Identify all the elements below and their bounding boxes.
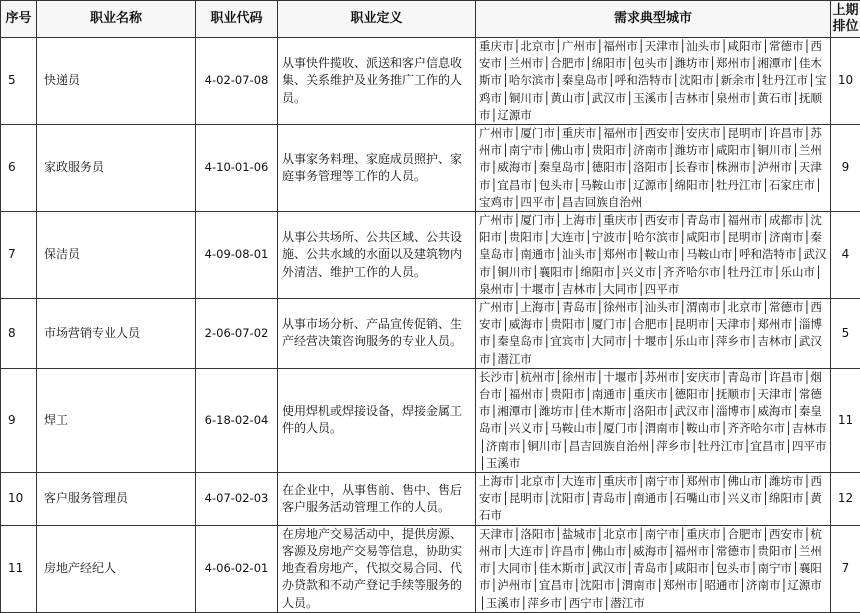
row-definition: 从事公共场所、公共区域、公共设施、公共水域的水面以及建筑物内外清洁、维护工作的人员。 (278, 212, 476, 299)
row-last-rank: 11 (831, 368, 860, 472)
table-row (1, 125, 860, 212)
row-cities: 重庆市│北京市│广州市│福州市│天津市│汕头市│咸阳市│常德市│西安市│兰州市│合肥市│绵阳市│包头市│潍坊市│郑州市│湘潭市│佳木斯市│哈尔滨市│秦皇岛市│呼和浩特市│沈阳市│新余市│牡丹江市│宝鸡市│铜川市│黄山市│武汉市│玉溪市│吉林市│泉州市│黄石市│抚顺市│辽源市 (476, 38, 831, 125)
row-definition: 从事快件揽收、派送和客户信息收集、关系维护及业务推广工作的人员。 (278, 38, 476, 125)
row-cities: 天津市│洛阳市│盐城市│北京市│南宁市│重庆市│合肥市│西安市│杭州市│大连市│许昌市│佛山市│威海市│福州市│常德市│贵阳市│兰州市│大同市│佳木斯市│武汉市│青岛市│咸阳市│包头市│南宁市│襄阳市│泸州市│宜昌市│沈阳市│渭南市│郑州市│昭通市│济南市│辽源市│玉溪市│萍乡市│西宁市│潜江市 (476, 525, 831, 612)
row-definition: 在房地产交易活动中，提供房源、客源及房地产交易等信息，协助实地查看房地产，代拟交易合同、代办贷款和不动产登记手续等服务的人员。 (278, 525, 476, 612)
row-occupation-name: 焊工 (37, 368, 196, 472)
row-seq: 7 (1, 212, 37, 299)
row-seq: 8 (1, 299, 37, 369)
row-occupation-name: 客户服务管理员 (37, 473, 196, 526)
row-last-rank: 5 (831, 299, 860, 369)
row-seq: 10 (1, 473, 37, 526)
row-occupation-name: 保洁员 (37, 212, 196, 299)
row-definition: 在企业中，从事售前、售中、售后客户服务活动管理工作的人员。 (278, 473, 476, 526)
table-row (1, 473, 860, 526)
row-occupation-code: 4-07-02-03 (196, 473, 278, 526)
table-row (1, 525, 860, 612)
row-occupation-name: 房地产经纪人 (37, 525, 196, 612)
row-occupation-name: 市场营销专业人员 (37, 299, 196, 369)
row-seq: 5 (1, 38, 37, 125)
row-occupation-name: 家政服务员 (37, 125, 196, 212)
header-occupation-name: 职业名称 (37, 1, 196, 38)
row-cities: 上海市│北京市│大连市│重庆市│南宁市│郑州市│佛山市│潍坊市│西安市│昆明市│沈阳市│青岛市│南通市│石嘴山市│兴义市│绵阳市│黄石市 (476, 473, 831, 526)
row-seq: 9 (1, 368, 37, 472)
row-cities: 广州市│厦门市│上海市│重庆市│西安市│青岛市│福州市│成都市│沈阳市│贵阳市│大连市│宁波市│哈尔滨市│咸阳市│昆明市│济南市│秦皇岛市│南通市│汕头市│郑州市│鞍山市│马鞍山市│呼和浩特市│武汉市│铜川市│襄阳市│绵阳市│兴义市│齐齐哈尔市│牡丹江市│乐山市│泉州市│十堰市│吉林市│大同市│四平市 (476, 212, 831, 299)
row-occupation-code: 4-06-02-01 (196, 525, 278, 612)
table-row (1, 299, 860, 369)
row-definition: 使用焊机或焊接设备，焊接金属工件的人员。 (278, 368, 476, 472)
table-row (1, 38, 860, 125)
header-occupation-definition: 职业定义 (278, 1, 476, 38)
row-last-rank: 10 (831, 38, 860, 125)
row-occupation-code: 4-09-08-01 (196, 212, 278, 299)
row-seq: 11 (1, 525, 37, 612)
header-seq: 序号 (1, 1, 37, 38)
row-cities: 广州市│上海市│青岛市│徐州市│汕头市│渭南市│北京市│常德市│西安市│威海市│贵阳市│厦门市│合肥市│昆明市│天津市│郑州市│淄博市│秦皇岛市│宜宾市│大同市│十堰市│乐山市│萍乡市│吉林市│武汉市│潜江市 (476, 299, 831, 369)
row-cities: 广州市│厦门市│重庆市│福州市│西安市│安庆市│昆明市│许昌市│苏州市│南宁市│佛山市│贵阳市│济南市│潍坊市│咸阳市│铜川市│兰州市│威海市│秦皇岛市│德阳市│洛阳市│长春市│株洲市│泸州市│天津市│宜昌市│包头市│马鞍山市│辽源市│绵阳市│牡丹江市│石家庄市│宝鸡市│四平市│昌吉回族自治州 (476, 125, 831, 212)
header-occupation-code: 职业代码 (196, 1, 278, 38)
table-row (1, 212, 860, 299)
row-last-rank: 12 (831, 473, 860, 526)
header-last-rank-line2: 排位 (832, 19, 858, 34)
row-definition: 从事市场分析、产品宣传促销、生产经营决策咨询服务的专业人员。 (278, 299, 476, 369)
row-occupation-code: 2-06-07-02 (196, 299, 278, 369)
row-seq: 6 (1, 125, 37, 212)
row-occupation-code: 4-02-07-08 (196, 38, 278, 125)
row-occupation-code: 4-10-01-06 (196, 125, 278, 212)
row-occupation-name: 快递员 (37, 38, 196, 125)
header-typical-cities: 需求典型城市 (476, 1, 831, 38)
row-definition: 从事家务料理、家庭成员照护、家庭事务管理等工作的人员。 (278, 125, 476, 212)
row-last-rank: 9 (831, 125, 860, 212)
table-header-row (1, 1, 860, 38)
header-last-rank (831, 1, 860, 38)
row-last-rank: 4 (831, 212, 860, 299)
header-last-rank-line1: 上期 (832, 3, 858, 18)
row-cities: 长沙市│杭州市│徐州市│十堰市│苏州市│安庆市│青岛市│许昌市│烟台市│福州市│贵阳市│南通市│重庆市│德阳市│抚顺市│天津市│常德市│湘潭市│潍坊市│佳木斯市│洛阳市│武汉市│淄博市│威海市│秦皇岛市│兴义市│马鞍山市│厦门市│渭南市│鞍山市│齐齐哈尔市│吉林市│济南市│铜川市│昌吉回族自治州│萍乡市│牡丹江市│宜昌市│四平市│玉溪市 (476, 368, 831, 472)
table-row (1, 368, 860, 472)
row-last-rank: 7 (831, 525, 860, 612)
row-occupation-code: 6-18-02-04 (196, 368, 278, 472)
